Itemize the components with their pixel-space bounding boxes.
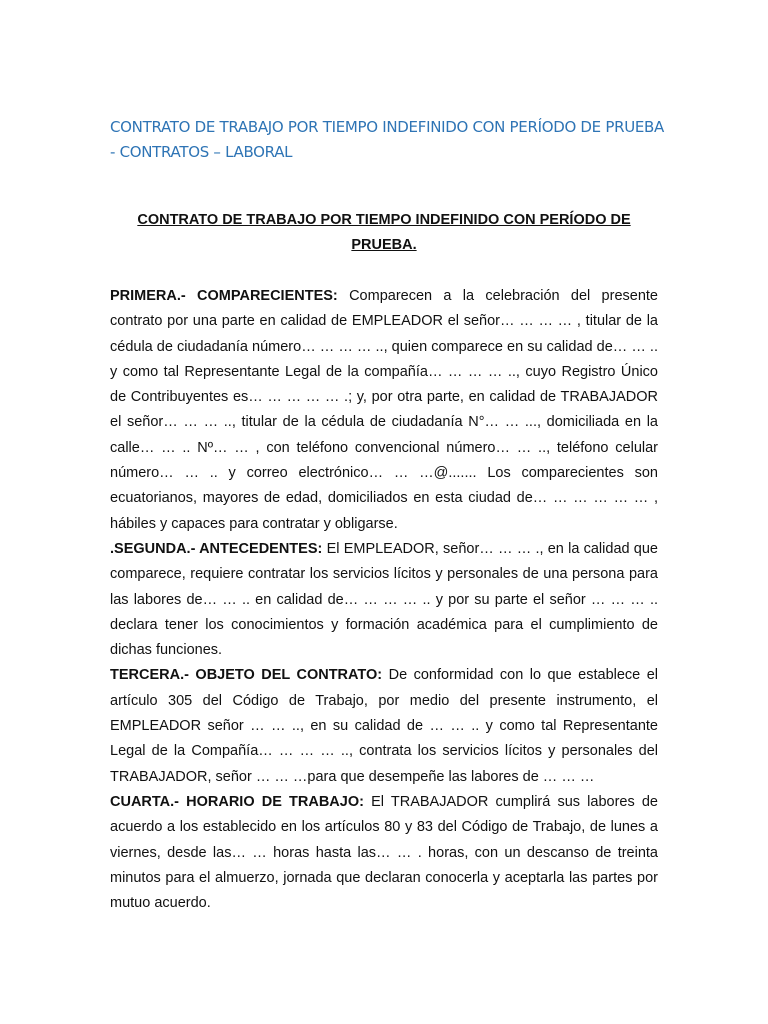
clause-tercera: [110, 663, 658, 789]
heading-line-1: CONTRATO DE TRABAJO POR TIEMPO INDEFINIDO CON PERÍODO DE PRUEBA: [110, 118, 665, 136]
clause-text: De conformidad con lo que establece el artículo 305 del Código de Trabajo, por medio del presente instrumento, el EMPLEADOR señor … … .., en su calidad de … … .. y como tal Representante Legal de la Compañía… … … … .., contrata los servicios lícitos y personales del TRABAJADOR, señor … … …para que desempeñe las labores de … … …: [110, 667, 658, 785]
clause-text: Comparecen a la celebración del presente contrato por una parte en calidad de EMPLEADOR el señor… … … … , titular de la cédula de ciudadanía número… … … … .., quien comparece en su calidad de… … .. y como tal Representante Legal de la compañía… … … … .., cuyo Registro Único de Contribuyentes es… … … … … .; y, por otra parte, en calidad de TRABAJADOR el señor… … … .., titular de la cédula de ciudadanía N°… … ..., domiciliada en la calle… … .. Nº… … , con teléfono convencional número… … .., teléfono celular número… … .. y correo electrónico… … …@....... Los comparecientes son ecuatorianos, mayores de edad, domiciliados en esta ciudad de… … … … … … , hábiles y capaces para contratar y obligarse.: [110, 288, 658, 532]
clause-text: El TRABAJADOR cumplirá sus labores de acuerdo a los establecido en los artículos 80 y 83 del Código de Trabajo, de lunes a viernes, desde las… … horas hasta las… … . horas, con un descanso de treinta minutos para el almuerzo, jornada que declaran conocerla y aceptarla las partes por mutuo acuerdo.: [110, 793, 658, 912]
clause-segunda: [110, 537, 658, 663]
heading-line-2: - CONTRATOS – LABORAL: [110, 143, 293, 161]
contract-body: [110, 284, 658, 916]
document-heading: [110, 115, 670, 165]
clause-title: TERCERA.- OBJETO DEL CONTRATO:: [110, 667, 383, 684]
clause-primera: [110, 284, 658, 537]
clause-title: CUARTA.- HORARIO DE TRABAJO:: [110, 793, 364, 810]
contract-subtitle: CONTRATO DE TRABAJO POR TIEMPO INDEFINIDO CON PERÍODO DE PRUEBA.: [137, 212, 631, 253]
clause-text: El EMPLEADOR, señor… … … ., en la calidad que comparece, requiere contratar los servicios lícitos y personales de una persona para las labores de… … .. en calidad de… … … … .. y por su parte el señor … … … .. declara tener los conocimientos y formación académica para el cumplimiento de dichas funciones.: [110, 540, 658, 659]
clause-title: PRIMERA.- COMPARECIENTES:: [110, 288, 338, 304]
clause-title: .SEGUNDA.- ANTECEDENTES:: [110, 540, 323, 557]
clause-cuarta: [110, 790, 658, 916]
